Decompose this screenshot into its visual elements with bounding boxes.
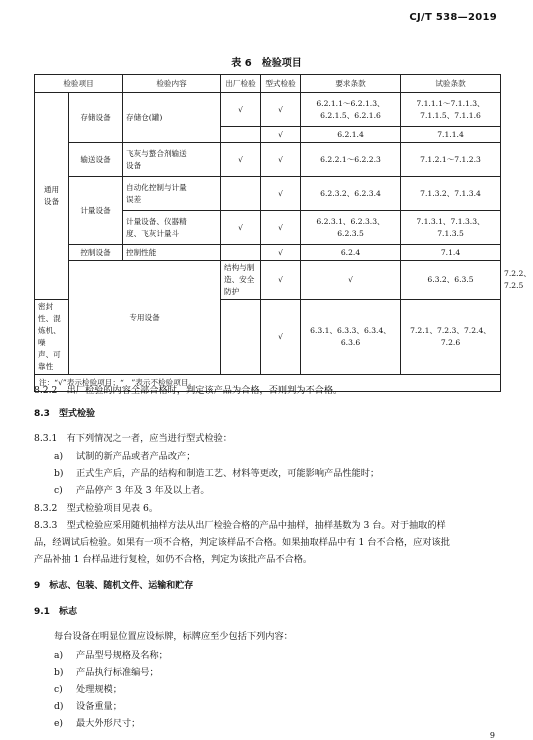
header-content: 检验内容 — [123, 75, 221, 93]
metering-name: 计量设备 — [69, 177, 123, 245]
inspection-table — [34, 74, 531, 392]
standard-code: CJ/T 538—2019 — [409, 12, 497, 23]
para-8-3-1: 8.3.1 有下列情况之一者，应当进行型式检验： — [34, 433, 232, 444]
metering-content: 计量设备、仪器精 度、飞灰计量斗 — [123, 211, 221, 245]
type-cell: √ — [261, 177, 301, 211]
req-cell: 6.3.2、6.3.5 — [401, 261, 501, 300]
table-row — [35, 93, 501, 127]
factory-cell — [221, 127, 261, 143]
req-cell: 6.2.3.2、6.2.3.4 — [301, 177, 401, 211]
test-cell: 7.1.1.1～7.1.1.3、 7.1.1.5、7.1.1.6 — [401, 93, 501, 127]
storage-name: 存储设备 — [69, 93, 123, 143]
list-item: a) 试制的新产品或者产品改产； — [54, 451, 196, 462]
req-cell: 6.2.4 — [301, 245, 401, 261]
factory-cell — [221, 177, 261, 211]
test-cell: 7.1.3.1、7.1.3.3、 7.1.3.5 — [401, 211, 501, 245]
req-cell: 6.2.1.4 — [301, 127, 401, 143]
page-number: 9 — [489, 731, 495, 740]
type-cell: √ — [261, 93, 301, 127]
table-row — [35, 245, 501, 261]
header-req: 要求条款 — [301, 75, 401, 93]
req-cell: 6.3.1、6.3.3、6.3.4、 6.3.6 — [301, 300, 401, 375]
para-9-1: 每台设备在明显位置应设标牌，标牌应至少包括下列内容： — [54, 631, 293, 642]
list-item: a) 产品型号规格及名称； — [54, 650, 168, 661]
header-item: 检验项目 — [35, 75, 123, 93]
factory-cell: √ — [221, 143, 261, 177]
type-cell: √ — [261, 143, 301, 177]
test-cell: 7.1.3.2、7.1.3.4 — [401, 177, 501, 211]
control-name: 控制设备 — [69, 245, 123, 261]
list-item: e) 最大外形尺寸； — [54, 718, 141, 729]
req-cell: 6.2.2.1～6.2.2.3 — [301, 143, 401, 177]
para-8-3-2: 8.3.2 型式检验项目见表 6。 — [34, 503, 159, 514]
general-group-cell: 通用设备 — [35, 93, 69, 300]
transport-content: 飞灰与螯合剂输送 设备 — [123, 143, 221, 177]
test-cell: 7.1.1.4 — [401, 127, 501, 143]
list-item: b) 正式生产后，产品的结构和制造工艺、材料等更改，可能影响产品性能时； — [54, 468, 380, 479]
factory-cell — [221, 245, 261, 261]
factory-cell: √ — [221, 93, 261, 127]
type-cell: √ — [261, 300, 301, 375]
metering-content: 自动化控制与计量 误差 — [123, 177, 221, 211]
list-item: b) 产品执行标准编号； — [54, 667, 159, 678]
table-note: 注：“√”表示检验项目；“ ”表示不检验项目。 — [35, 375, 501, 392]
type-cell: √ — [261, 245, 301, 261]
req-cell: 6.2.3.1、6.2.3.3、 6.2.3.5 — [301, 211, 401, 245]
type-cell: √ — [261, 211, 301, 245]
special-name: 专用设备 — [69, 261, 221, 375]
table-caption: 表 6 检验项目 — [231, 58, 302, 69]
list-item: d) 设备重量； — [54, 701, 122, 712]
header-test: 试验条款 — [401, 75, 501, 93]
test-cell: 7.2.1、7.2.3、7.2.4、 7.2.6 — [401, 300, 501, 375]
para-8-3-3: 8.3.3 型式检验应采用随机抽样方法从出厂检验合格的产品中抽样，抽样基数为 3 台。对于抽取的样 品，经调试后检验。如果有一项不合格，判定该样品不合格。如果抽取样品中有 1 台不合格，应对该批 产品补抽 1 台样品进行复检，如仍不合格，判定为该批产品不合格。 — [34, 520, 450, 565]
test-cell: 7.1.4 — [401, 245, 501, 261]
special-content: 结构与制造、安全 防护 — [221, 261, 261, 300]
special-content: 密封性、混炼机、噪 声、可靠性 — [35, 300, 69, 375]
table-row: 专用设备 结构与制造、安全 防护 √ √ 6.3.2、6.3.5 7.2.2、7.2.5 — [35, 261, 501, 300]
table-row — [35, 143, 501, 177]
table-row — [35, 177, 501, 211]
type-cell: √ — [261, 127, 301, 143]
header-type: 型式检验 — [261, 75, 301, 93]
factory-cell: √ — [221, 211, 261, 245]
heading-9: 9 标志、包装、随机文件、运输和贮存 — [34, 581, 194, 591]
list-item: c) 处理规模； — [54, 684, 122, 695]
factory-cell: √ — [261, 261, 301, 300]
control-content: 控制性能 — [123, 245, 221, 261]
heading-8-3: 8.3 型式检验 — [34, 409, 95, 419]
test-cell: 7.1.2.1～7.1.2.3 — [401, 143, 501, 177]
factory-cell — [221, 300, 261, 375]
type-cell: √ — [301, 261, 401, 300]
req-cell: 6.2.1.1～6.2.1.3、 6.2.1.5、6.2.1.6 — [301, 93, 401, 127]
list-item: c) 产品停产 3 年及 3 年及以上者。 — [54, 485, 210, 496]
header-factory: 出厂检验 — [221, 75, 261, 93]
storage-content: 存储仓(罐) — [123, 93, 221, 143]
heading-9-1: 9.1 标志 — [34, 607, 77, 617]
transport-name: 输送设备 — [69, 143, 123, 177]
table-header-row — [35, 75, 501, 93]
para-8-2-2: 8.2.2 出厂检验的内容全部合格时，判定该产品为合格，否则判为不合格。 — [34, 385, 343, 396]
